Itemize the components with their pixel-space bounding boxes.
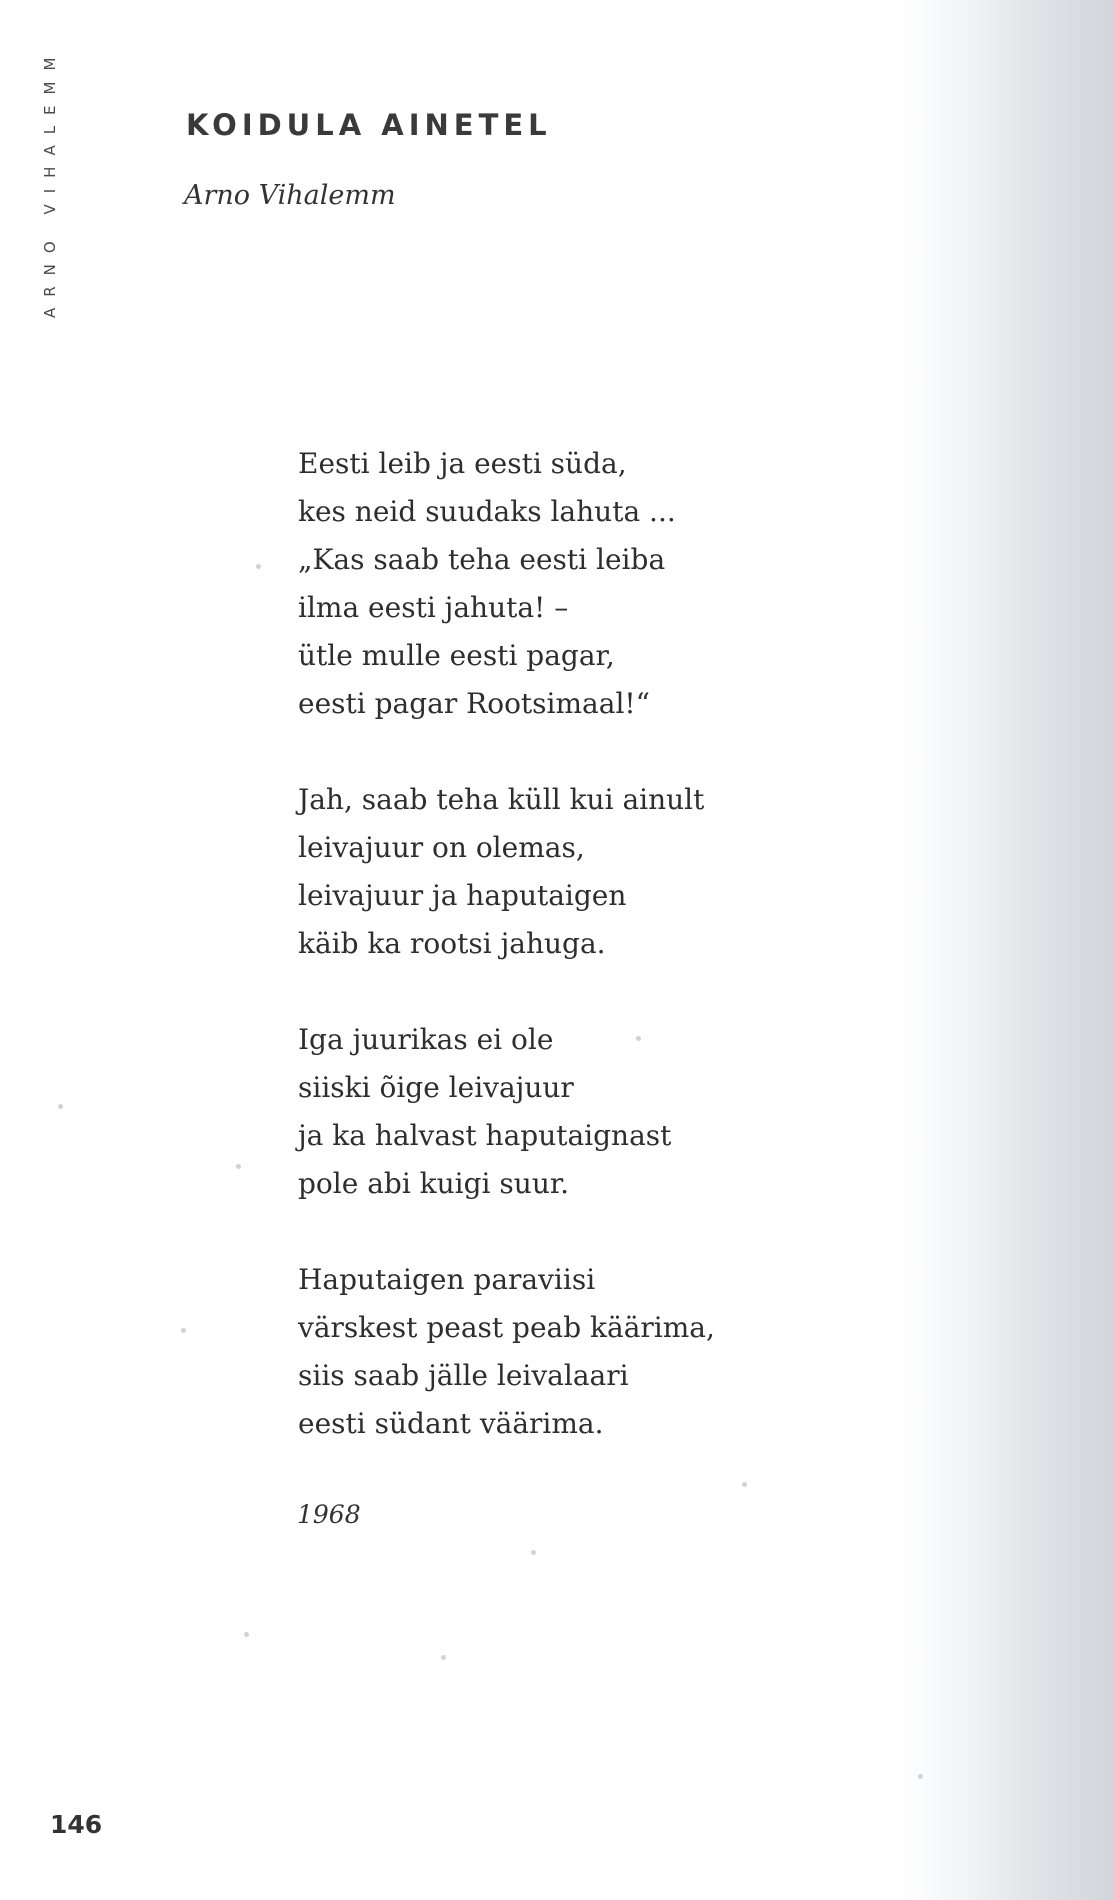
paper-speck [441, 1655, 446, 1660]
paper-speck [181, 1328, 186, 1333]
running-head: ARNO VIHALEMM [41, 46, 59, 318]
paper-speck [256, 564, 261, 569]
verse-line: „Kas saab teha eesti leiba [298, 543, 666, 576]
poem-body [298, 440, 715, 1496]
verse-line: Eesti leib ja eesti süda, [298, 447, 627, 480]
paper-speck [244, 1632, 249, 1637]
paper-speck [531, 1550, 536, 1555]
paper-speck [58, 1104, 63, 1109]
verse-line: eesti südant väärima. [298, 1407, 604, 1440]
verse-line: käib ka rootsi jahuga. [298, 927, 606, 960]
paper-speck [742, 1482, 747, 1487]
stanza-1 [298, 440, 715, 728]
verse-line: siiski õige leivajuur [298, 1071, 574, 1104]
paper-speck [636, 1036, 641, 1041]
verse-line: Jah, saab teha küll kui ainult [298, 783, 705, 816]
verse-line: leivajuur on olemas, [298, 831, 585, 864]
stanza-4 [298, 1256, 715, 1448]
verse-line: ilma eesti jahuta! – [298, 591, 569, 624]
poem-year: 1968 [297, 1500, 361, 1529]
verse-line: Haputaigen paraviisi [298, 1263, 596, 1296]
verse-line: eesti pagar Rootsimaal!“ [298, 687, 650, 720]
page-number: 146 [50, 1810, 103, 1839]
verse-line: siis saab jälle leivalaari [298, 1359, 629, 1392]
verse-line: Iga juurikas ei ole [298, 1023, 554, 1056]
paper-speck [918, 1774, 923, 1779]
verse-line: kes neid suudaks lahuta ... [298, 495, 676, 528]
verse-line: ütle mulle eesti pagar, [298, 639, 615, 672]
verse-line: pole abi kuigi suur. [298, 1167, 570, 1200]
verse-line: ja ka halvast haputaignast [298, 1119, 672, 1152]
stanza-3 [298, 1016, 715, 1208]
verse-line: leivajuur ja haputaigen [298, 879, 627, 912]
verse-line: värskest peast peab käärima, [298, 1311, 715, 1344]
poem-author: Arno Vihalemm [184, 180, 396, 211]
poem-title: KOIDULA AINETEL [186, 108, 552, 142]
paper-speck [236, 1164, 241, 1169]
stanza-2 [298, 776, 715, 968]
